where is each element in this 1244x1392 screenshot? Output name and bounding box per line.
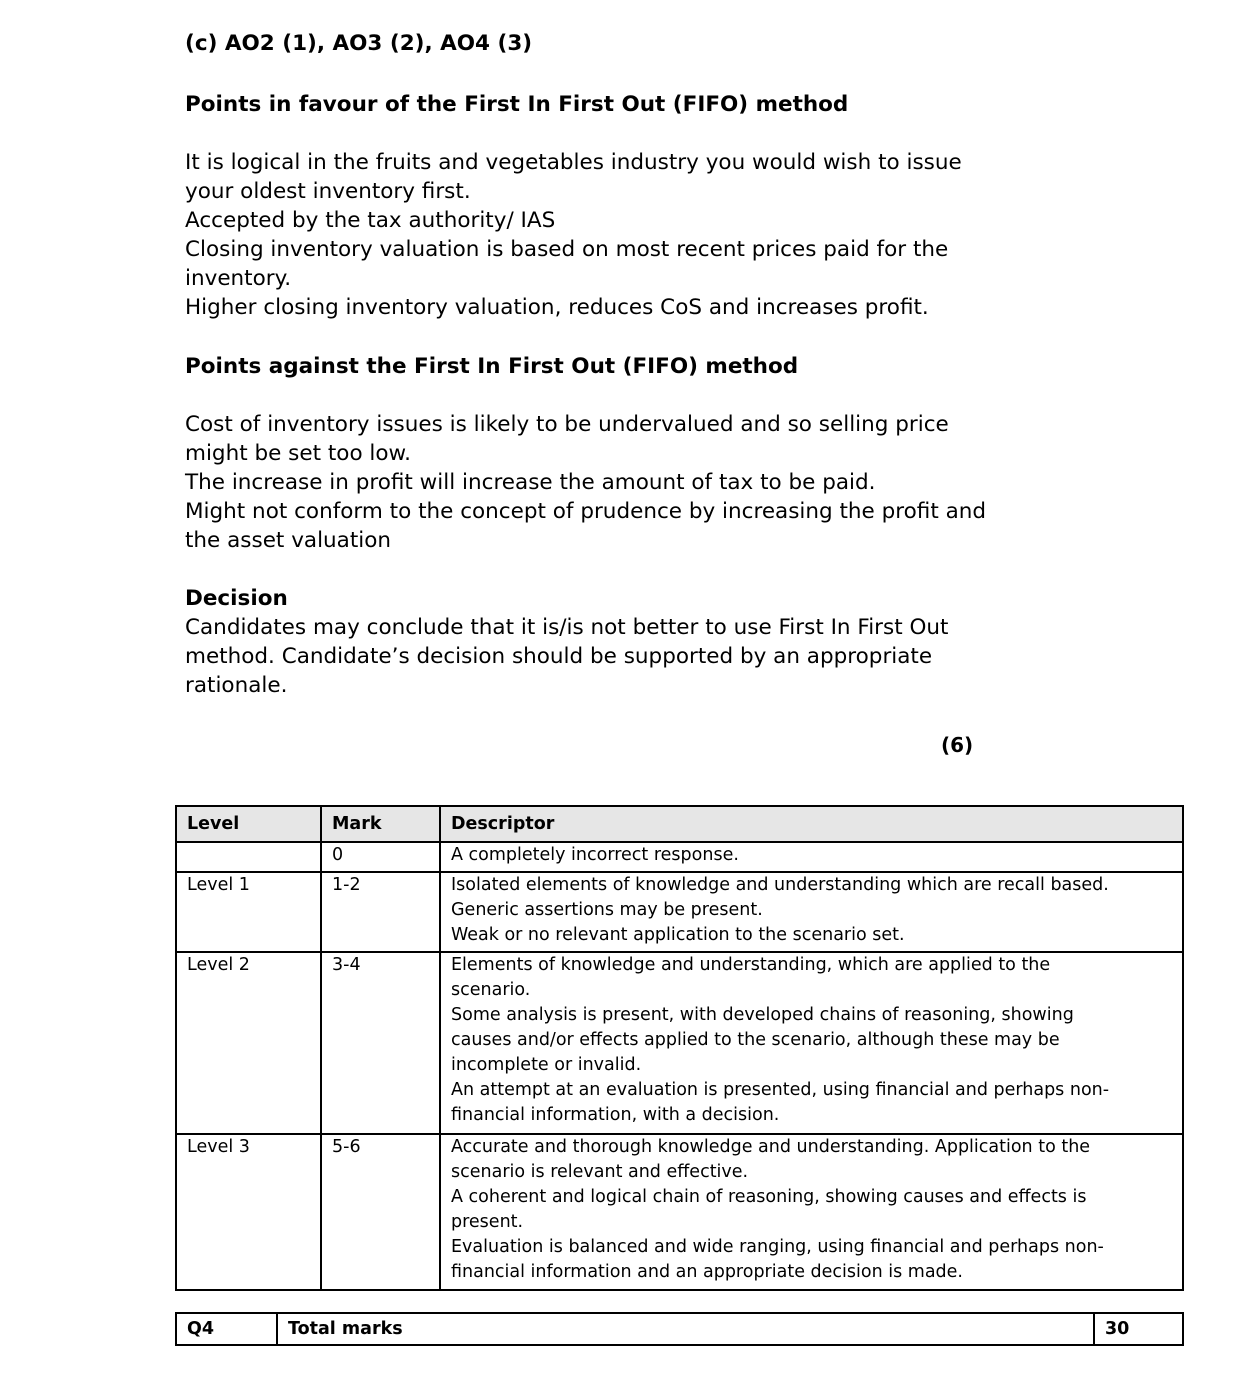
marks-available: (6)	[941, 733, 974, 757]
text-line: Closing inventory valuation is based on most recent prices paid for the	[185, 237, 949, 262]
text-line: your oldest inventory first.	[185, 179, 471, 204]
descriptor-line: Some analysis is present, with developed chains of reasoning, showing	[451, 1005, 1074, 1025]
mark-cell: 0	[321, 842, 440, 872]
level-cell: Level 2	[176, 952, 321, 1134]
mark-cell: 1-2	[321, 872, 440, 952]
text-line: the asset valuation	[185, 528, 392, 553]
header-level: Level	[176, 806, 321, 842]
header-descriptor: Descriptor	[440, 806, 1183, 842]
descriptor-line: incomplete or invalid.	[451, 1055, 642, 1075]
descriptor-line: Evaluation is balanced and wide ranging, using financial and perhaps non-	[451, 1237, 1104, 1257]
descriptor-line: A completely incorrect response.	[451, 845, 739, 865]
favour-heading: Points in favour of the First In First Out (FIFO) method	[185, 92, 849, 117]
descriptor-cell	[440, 1134, 1183, 1290]
descriptor-line: A coherent and logical chain of reasoning, showing causes and effects is	[451, 1187, 1087, 1207]
mark-cell: 5-6	[321, 1134, 440, 1290]
decision-section	[185, 584, 948, 700]
descriptor-line: Elements of knowledge and understanding, which are applied to the	[451, 955, 1051, 975]
mark-cell: 3-4	[321, 952, 440, 1134]
total-value: 30	[1094, 1313, 1183, 1345]
table-header-row	[176, 806, 1183, 842]
descriptor-cell	[440, 952, 1183, 1134]
levels-table	[175, 805, 1184, 1291]
text-line: Higher closing inventory valuation, reduces CoS and increases profit.	[185, 295, 929, 320]
total-label: Total marks	[277, 1313, 1094, 1345]
table-row	[176, 842, 1183, 872]
table-row	[176, 952, 1183, 1134]
descriptor-cell	[440, 842, 1183, 872]
text-line: It is logical in the fruits and vegetables industry you would wish to issue	[185, 150, 962, 175]
text-line: might be set too low.	[185, 441, 412, 466]
against-heading: Points against the First In First Out (FIFO) method	[185, 354, 799, 379]
table-row	[176, 872, 1183, 952]
descriptor-line: financial information and an appropriate decision is made.	[451, 1262, 963, 1282]
descriptor-line: Isolated elements of knowledge and understanding which are recall based.	[451, 875, 1109, 895]
descriptor-line: An attempt at an evaluation is presented, using financial and perhaps non-	[451, 1080, 1110, 1100]
header-mark: Mark	[321, 806, 440, 842]
descriptor-line: financial information, with a decision.	[451, 1105, 780, 1125]
against-points	[185, 410, 986, 555]
decision-heading: Decision	[185, 586, 288, 611]
table-row	[176, 1134, 1183, 1290]
descriptor-line: causes and/or effects applied to the scenario, although these may be	[451, 1030, 1060, 1050]
question-number: Q4	[176, 1313, 277, 1345]
favour-section	[185, 90, 962, 322]
total-marks-table	[175, 1312, 1184, 1346]
decision-text	[185, 613, 948, 700]
against-section	[185, 352, 986, 555]
text-line: Candidates may conclude that it is/is not better to use First In First Out	[185, 615, 949, 640]
total-row	[176, 1313, 1183, 1345]
descriptor-line: present.	[451, 1212, 524, 1232]
level-cell	[176, 842, 321, 872]
question-header	[185, 29, 532, 58]
descriptor-line: scenario is relevant and effective.	[451, 1162, 749, 1182]
descriptor-line: Accurate and thorough knowledge and understanding. Application to the	[451, 1137, 1091, 1157]
text-line: Might not conform to the concept of prudence by increasing the profit and	[185, 499, 987, 524]
text-line: inventory.	[185, 266, 292, 291]
favour-points	[185, 148, 962, 322]
descriptor-cell	[440, 872, 1183, 952]
question-header-text: (c) AO2 (1), AO3 (2), AO4 (3)	[185, 31, 533, 56]
text-line: Accepted by the tax authority/ IAS	[185, 208, 556, 233]
level-cell: Level 3	[176, 1134, 321, 1290]
text-line: method. Candidate’s decision should be supported by an appropriate	[185, 644, 933, 669]
descriptor-line: scenario.	[451, 980, 531, 1000]
text-line: The increase in profit will increase the amount of tax to be paid.	[185, 470, 876, 495]
descriptor-line: Generic assertions may be present.	[451, 900, 763, 920]
text-line: rationale.	[185, 673, 288, 698]
descriptor-line: Weak or no relevant application to the scenario set.	[451, 925, 905, 945]
text-line: Cost of inventory issues is likely to be undervalued and so selling price	[185, 412, 949, 437]
level-cell: Level 1	[176, 872, 321, 952]
